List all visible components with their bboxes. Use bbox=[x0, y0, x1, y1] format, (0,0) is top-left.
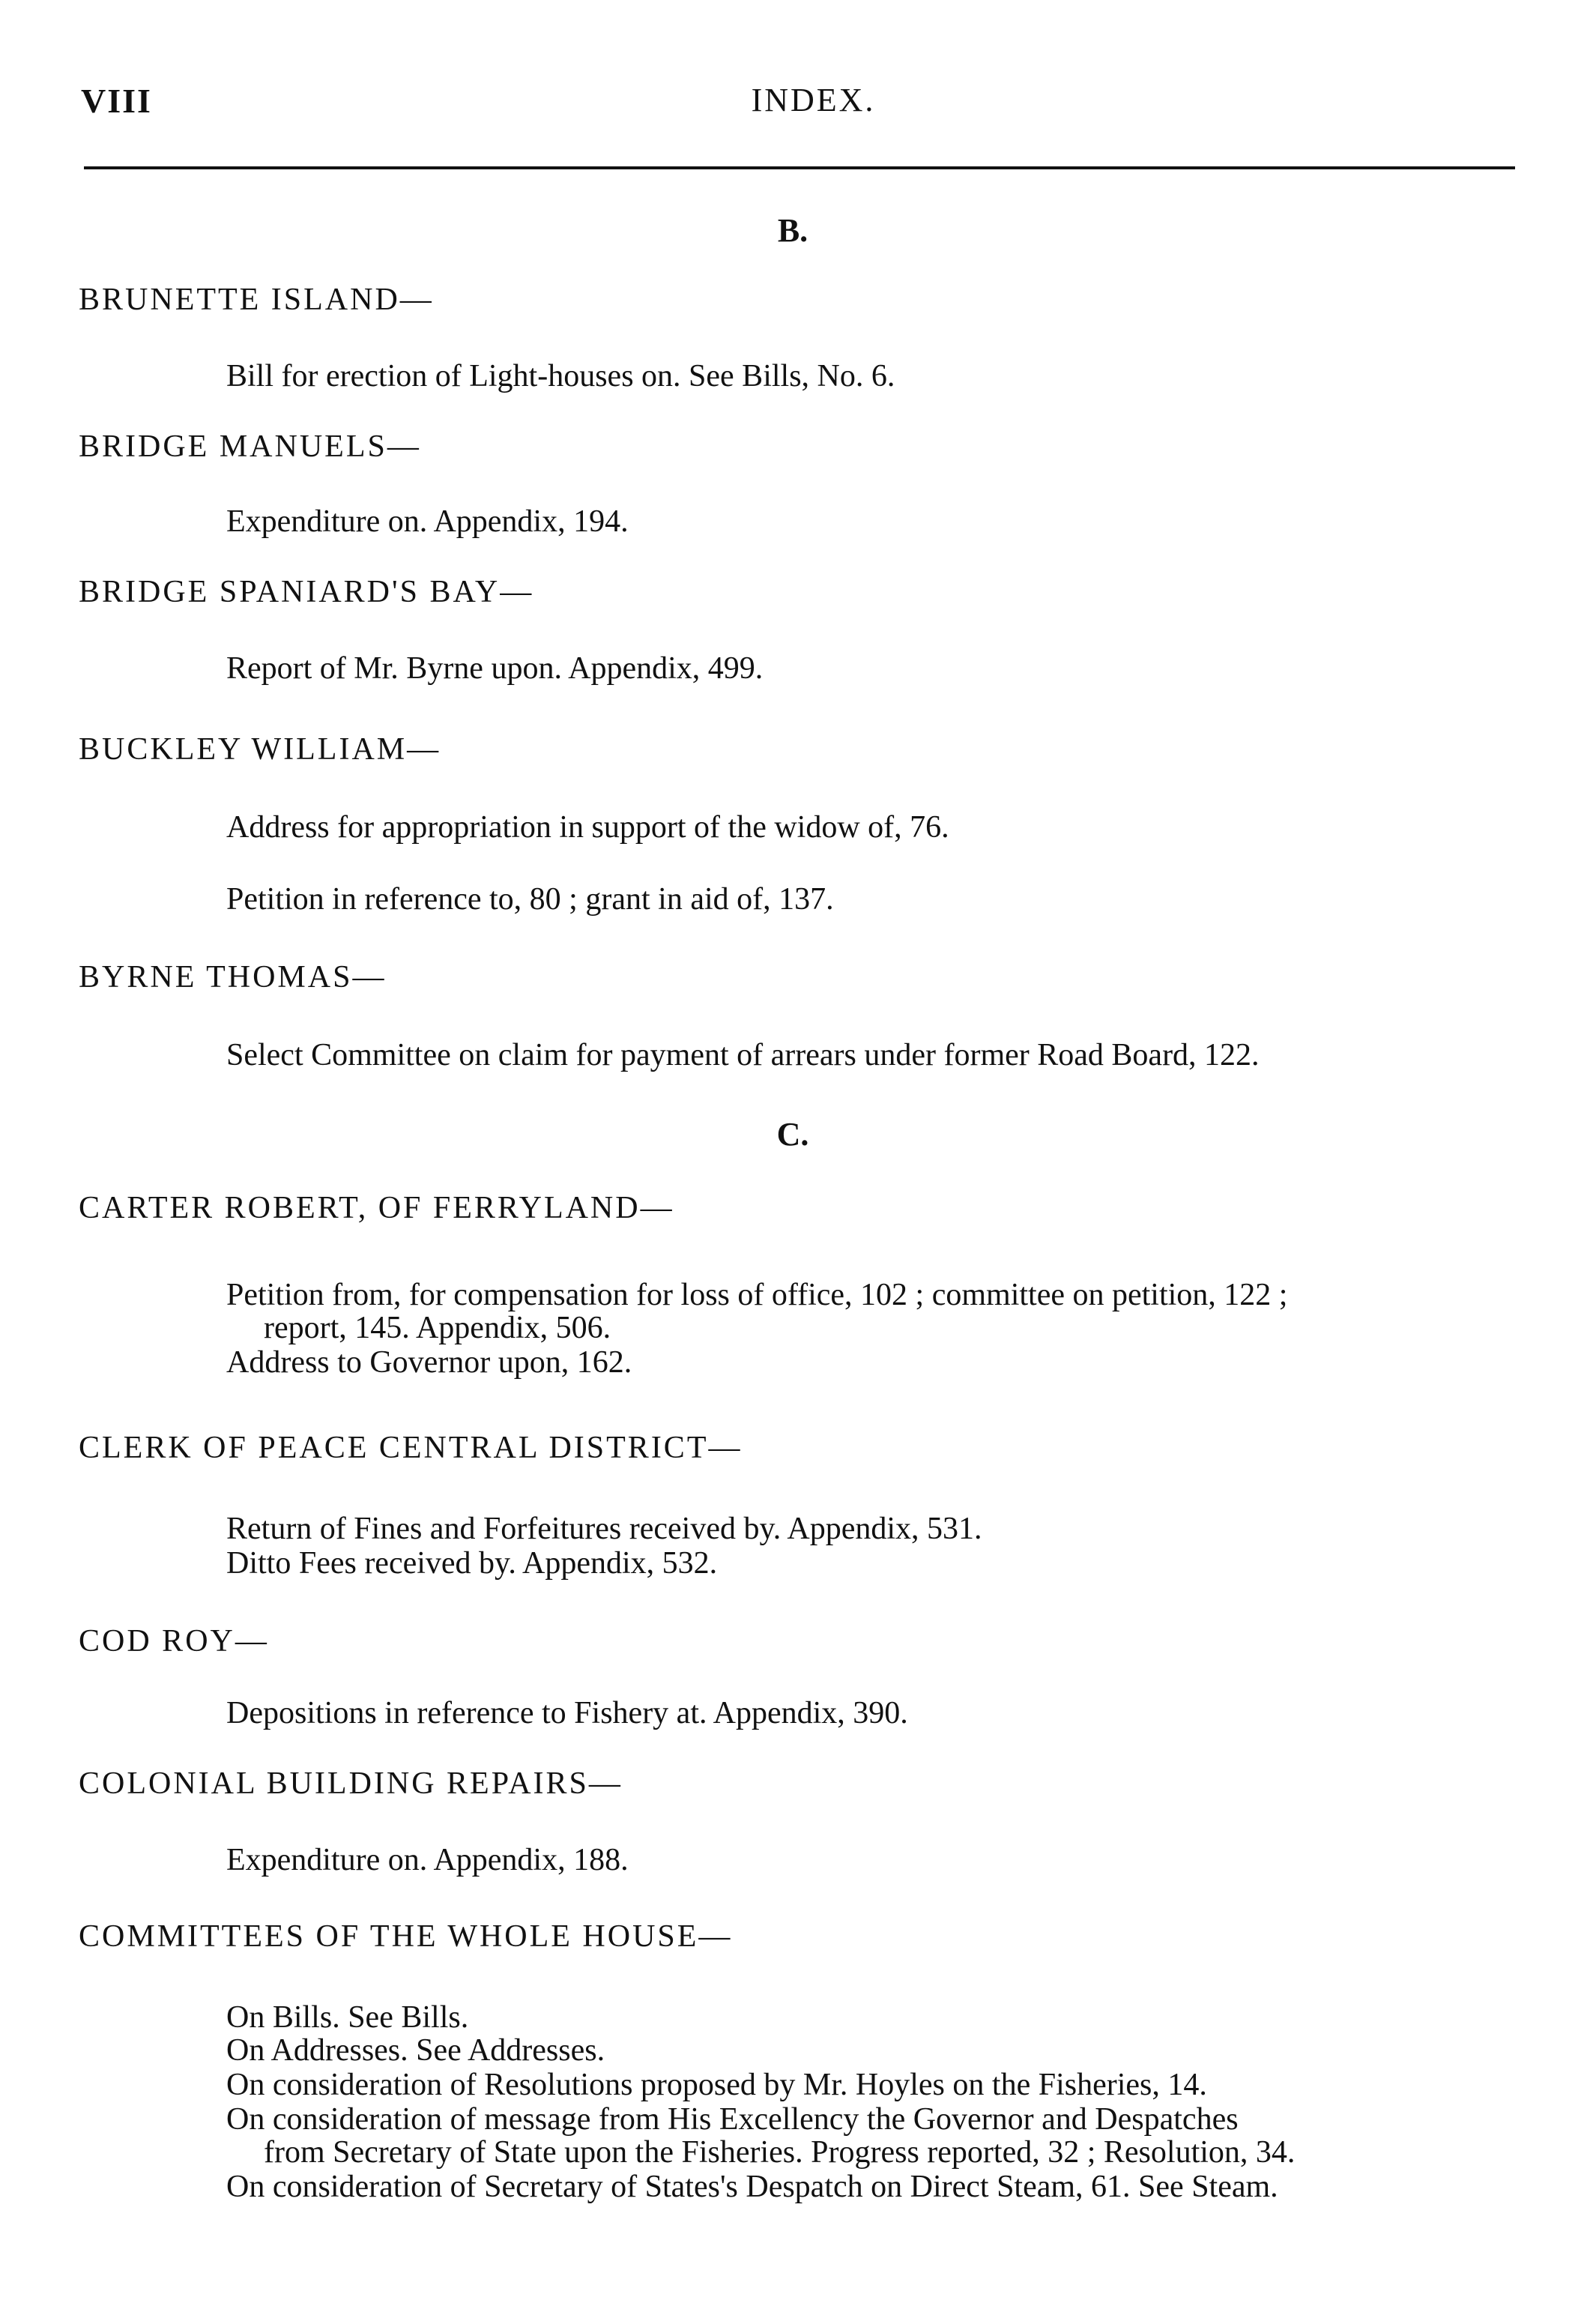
index-entry-line: Address to Governor upon, 162. bbox=[226, 1345, 632, 1380]
index-heading-committees-whole-house: COMMITTEES OF THE WHOLE HOUSE— bbox=[79, 1919, 733, 1954]
index-entry-line: Report of Mr. Byrne upon. Appendix, 499. bbox=[226, 651, 764, 686]
header-rule bbox=[84, 166, 1515, 169]
index-heading-byrne-thomas: BYRNE THOMAS— bbox=[79, 960, 387, 994]
page-number: VIII bbox=[81, 82, 152, 120]
index-heading-bridge-manuels: BRIDGE MANUELS— bbox=[79, 429, 421, 464]
index-heading-colonial-building: COLONIAL BUILDING REPAIRS— bbox=[79, 1766, 623, 1801]
index-entry-line: On consideration of Resolutions proposed by Mr. Hoyles on the Fisheries, 14. bbox=[226, 2068, 1207, 2102]
index-heading-brunette-island: BRUNETTE ISLAND— bbox=[79, 283, 434, 317]
index-entry-line: report, 145. Appendix, 506. bbox=[264, 1311, 611, 1345]
page-header bbox=[81, 81, 1516, 126]
index-entry-line: Depositions in reference to Fishery at. Appendix, 390. bbox=[226, 1696, 908, 1730]
index-heading-carter-robert: CARTER ROBERT, OF FERRYLAND— bbox=[79, 1191, 674, 1225]
index-entry-line: On consideration of Secretary of States's Despatch on Direct Steam, 61. See Steam. bbox=[226, 2170, 1278, 2204]
index-entry-line: Ditto Fees received by. Appendix, 532. bbox=[226, 1546, 718, 1581]
index-entry-line: Return of Fines and Forfeitures received by. Appendix, 531. bbox=[226, 1512, 982, 1546]
index-entry-line: Petition in reference to, 80 ; grant in aid of, 137. bbox=[226, 882, 834, 917]
index-heading-bridge-spaniards-bay: BRIDGE SPANIARD'S BAY— bbox=[79, 575, 534, 609]
index-entry-line: Petition from, for compensation for loss of office, 102 ; committee on petition, 122 ; bbox=[226, 1278, 1288, 1312]
index-entry-line: On Bills. See Bills. bbox=[226, 2000, 469, 2035]
index-heading-cod-roy: COD ROY— bbox=[79, 1624, 269, 1658]
section-letter-c: C. bbox=[776, 1116, 809, 1153]
index-heading-buckley-william: BUCKLEY WILLIAM— bbox=[79, 732, 441, 767]
index-heading-clerk-of-peace: CLERK OF PEACE CENTRAL DISTRICT— bbox=[79, 1431, 743, 1465]
section-letter-b: B. bbox=[777, 212, 808, 249]
index-entry-line: Address for appropriation in support of the widow of, 76. bbox=[226, 810, 949, 845]
index-entry-line: Select Committee on claim for payment of arrears under former Road Board, 122. bbox=[226, 1038, 1260, 1072]
index-entry-line: On consideration of message from His Excellency the Governor and Despatches bbox=[226, 2102, 1239, 2137]
index-entry-line: Expenditure on. Appendix, 194. bbox=[226, 504, 629, 539]
index-entry-line: Expenditure on. Appendix, 188. bbox=[226, 1843, 629, 1877]
index-entry-line: from Secretary of State upon the Fisheries. Progress reported, 32 ; Resolution, 34. bbox=[264, 2135, 1296, 2170]
index-entry-line: Bill for erection of Light-houses on. See Bills, No. 6. bbox=[226, 359, 895, 393]
running-title: INDEX. bbox=[751, 82, 876, 118]
index-entry-line: On Addresses. See Addresses. bbox=[226, 2033, 605, 2068]
